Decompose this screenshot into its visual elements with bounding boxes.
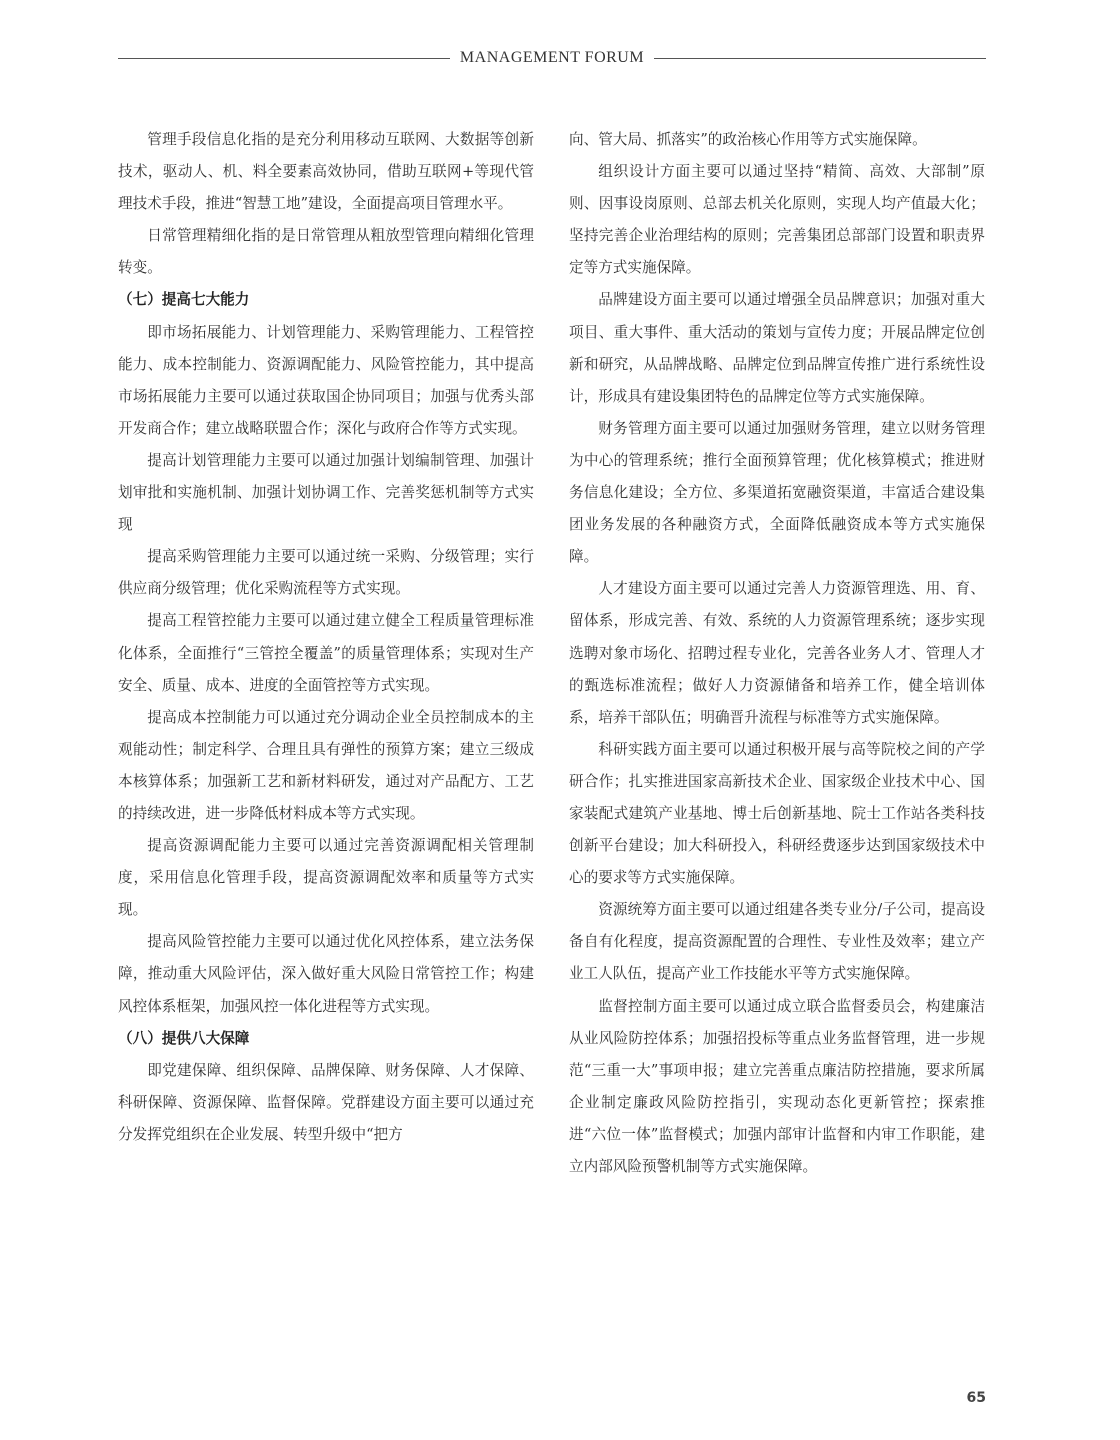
paragraph: 提高工程管控能力主要可以通过建立健全工程质量管理标准化体系，全面推行“三管控全覆盖”的质量管理体系；实现对生产安全、质量、成本、进度的全面管控等方式实现。 [118,612,534,694]
left-column [118,124,534,1364]
paragraph: 日常管理精细化指的是日常管理从粗放型管理向精细化管理转变。 [118,227,534,277]
page-number: 65 [966,1390,986,1406]
paragraph: 提高计划管理能力主要可以通过加强计划编制管理、加强计划审批和实施机制、加强计划协调工作、完善奖惩机制等方式实现 [118,451,534,534]
section-heading: （七）提高七大能力 [118,291,250,309]
paragraph: 组织设计方面主要可以通过坚持“精简、高效、大部制”原则、因事设岗原则、总部去机关化原则，实现人均产值最大化；坚持完善企业治理结构的原则；完善集团总部部门设置和职责界定等方式实施保障。 [569,163,985,277]
paragraph: 提高资源调配能力主要可以通过完善资源调配相关管理制度，采用信息化管理手段，提高资源调配效率和质量等方式实现。 [118,837,534,919]
right-column [569,124,985,1364]
paragraph: 监督控制方面主要可以通过成立联合监督委员会，构建廉洁从业风险防控体系；加强招投标等重点业务监督管理，进一步规范“三重一大”事项申报；建立完善重点廉洁防控措施，要求所属企业制定廉政风险防控指引，实现动态化更新管控；探索推进“六位一体”监督模式；加强内部审计监督和内审工作职能，建立内部风险预警机制等方式实施保障。 [569,997,985,1175]
paragraph: 提高风险管控能力主要可以通过优化风控体系，建立法务保障，推动重大风险评估，深入做好重大风险日常管控工作；构建风控体系框架，加强风控一体化进程等方式实现。 [118,933,534,1015]
journal-title: MANAGEMENT FORUM [459,49,645,66]
paragraph-continued: 向、管大局、抓落实”的政治核心作用等方式实施保障。 [569,131,927,148]
running-header [118,46,986,70]
section-heading: （八）提供八大保障 [118,1029,250,1047]
header-rule-right [654,58,986,59]
paragraph: 科研实践方面主要可以通过积极开展与高等院校之间的产学研合作；扎实推进国家高新技术企业、国家级企业技术中心、国家装配式建筑产业基地、博士后创新基地、院士工作站各类科技创新平台建设；加大科研投入，科研经费逐步达到国家级技术中心的要求等方式实施保障。 [569,740,985,887]
paragraph: 提高采购管理能力主要可以通过统一采购、分级管理；实行供应商分级管理；优化采购流程等方式实现。 [118,548,534,598]
paragraph: 管理手段信息化指的是充分利用移动互联网、大数据等创新技术，驱动人、机、料全要素高效协同，借助互联网+等现代管理技术手段，推进“智慧工地”建设，全面提高项目管理水平。 [118,131,534,213]
paragraph: 财务管理方面主要可以通过加强财务管理，建立以财务管理为中心的管理系统；推行全面预算管理；优化核算模式；推进财务信息化建设；全方位、多渠道拓宽融资渠道，丰富适合建设集团业务发展的各种融资方式，全面降低融资成本等方式实施保障。 [569,419,985,566]
paragraph: 即党建保障、组织保障、品牌保障、财务保障、人才保障、科研保障、资源保障、监督保障。党群建设方面主要可以通过充分发挥党组织在企业发展、转型升级中“把方 [118,1061,534,1143]
header-rule-left [118,58,450,59]
paragraph: 品牌建设方面主要可以通过增强全员品牌意识；加强对重大项目、重大事件、重大活动的策划与宣传力度；开展品牌定位创新和研究，从品牌战略、品牌定位到品牌宣传推广进行系统性设计，形成具有建设集团特色的品牌定位等方式实施保障。 [569,291,985,405]
paragraph: 资源统筹方面主要可以通过组建各类专业分/子公司，提高设备自有化程度，提高资源配置的合理性、专业性及效率；建立产业工人队伍，提高产业工作技能水平等方式实施保障。 [569,901,985,983]
paragraph: 提高成本控制能力可以通过充分调动企业全员控制成本的主观能动性；制定科学、合理且具有弹性的预算方案；建立三级成本核算体系；加强新工艺和新材料研发，通过对产品配方、工艺的持续改进，进一步降低材料成本等方式实现。 [118,708,534,822]
paragraph: 即市场拓展能力、计划管理能力、采购管理能力、工程管控能力、成本控制能力、资源调配能力、风险管控能力，其中提高市场拓展能力主要可以通过获取国企协同项目；加强与优秀头部开发商合作；建立战略联盟合作；深化与政府合作等方式实现。 [118,323,534,437]
paragraph: 人才建设方面主要可以通过完善人力资源管理选、用、育、留体系，形成完善、有效、系统的人力资源管理系统；逐步实现选聘对象市场化、招聘过程专业化，完善各业务人才、管理人才的甄选标准流程；做好人力资源储备和培养工作，健全培训体系，培养干部队伍；明确晋升流程与标准等方式实施保障。 [569,580,985,726]
